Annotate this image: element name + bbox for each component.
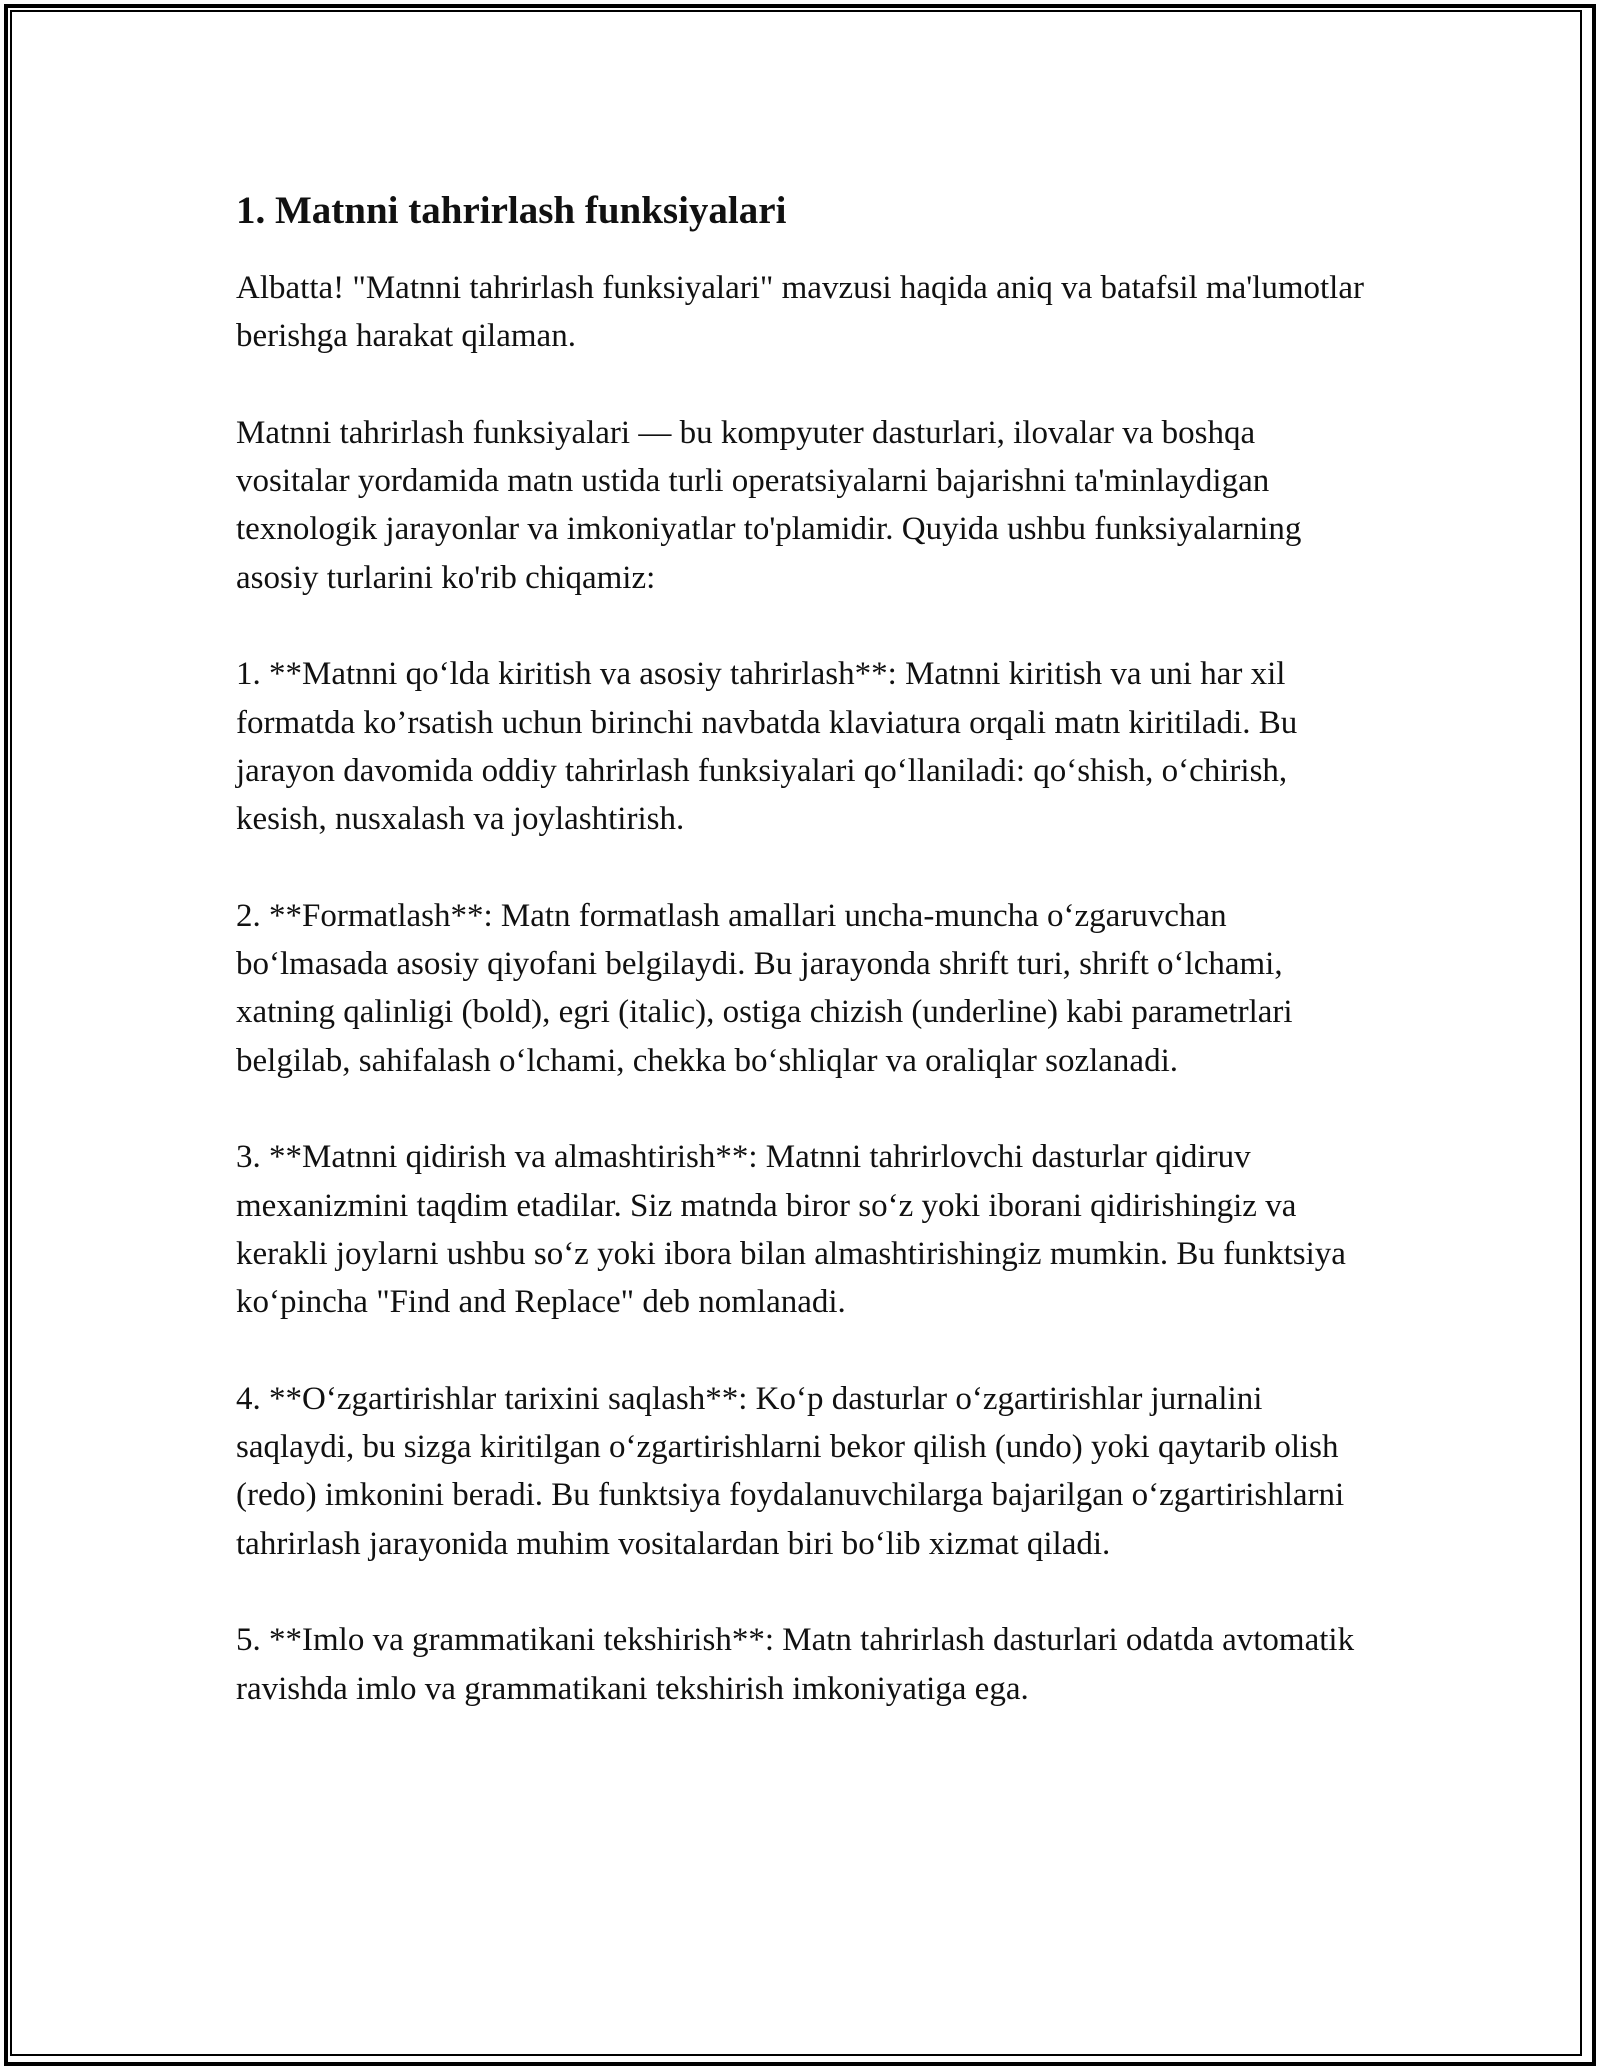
document-body	[236, 186, 1366, 1761]
definition-paragraph: Matnni tahrirlash funksiyalari — bu kompyuter dasturlari, ilovalar va boshqa vositalar yordamida matn ustida turli operatsiyalarni bajarishni ta'minlaydigan texnologik jarayonlar va imkoniyatlar to'plamidir. Quyida ushbu funksiyalarning asosiy turlarini ko'rib chiqamiz:	[236, 414, 1302, 596]
list-item-2: 2. **Formatlash**: Matn formatlash amallari uncha-muncha o‘zgaruvchan bo‘lmasada asosiy qiyofani belgilaydi. Bu jarayonda shrift turi, shrift o‘lchami, xatning qalinligi (bold), egri (italic), ostiga chizish (underline) kabi parametrlari belgilab, sahifalash o‘lchami, chekka bo‘shliqlar va oraliqlar sozlanadi.	[236, 897, 1293, 1079]
list-item-1: 1. **Matnni qo‘lda kiritish va asosiy tahrirlash**: Matnni kiritish va uni har xil formatda ko’rsatish uchun birinchi navbatda klaviatura orqali matn kiritiladi. Bu jarayon davomida oddiy tahrirlash funksiyalari qo‘llaniladi: qo‘shish, o‘chirish, kesish, nusxalash va joylashtirish.	[236, 656, 1298, 838]
document-title: 1. Matnni tahrirlash funksiyalari	[236, 189, 787, 232]
list-item-5: 5. **Imlo va grammatikani tekshirish**: Matn tahrirlash dasturlari odatda avtomatik ravishda imlo va grammatikani tekshirish imkoniyatiga ega.	[236, 1622, 1355, 1707]
list-item-4: 4. **O‘zgartirishlar tarixini saqlash**: Ko‘p dasturlar o‘zgartirishlar jurnalini saqlaydi, bu sizga kiritilgan o‘zgartirishlarni bekor qilish (undo) yoki qaytarib olish (redo) imkonini beradi. Bu funktsiya foydalanuvchilarga bajarilgan o‘zgartirishlarni tahrirlash jarayonida muhim vositalardan biri bo‘lib xizmat qiladi.	[236, 1380, 1345, 1562]
intro-paragraph: Albatta! "Matnni tahrirlash funksiyalari" mavzusi haqida aniq va batafsil ma'lumotlar berishga harakat qilaman.	[236, 270, 1364, 355]
list-item-3: 3. **Matnni qidirish va almashtirish**: Matnni tahrirlovchi dasturlar qidiruv mexanizmini taqdim etadilar. Siz matnda biror so‘z yoki iborani qidirishingiz va kerakli joylarni ushbu so‘z yoki ibora bilan almashtirishingiz mumkin. Bu funktsiya ko‘pincha "Find and Replace" deb nomlanadi.	[236, 1139, 1346, 1321]
